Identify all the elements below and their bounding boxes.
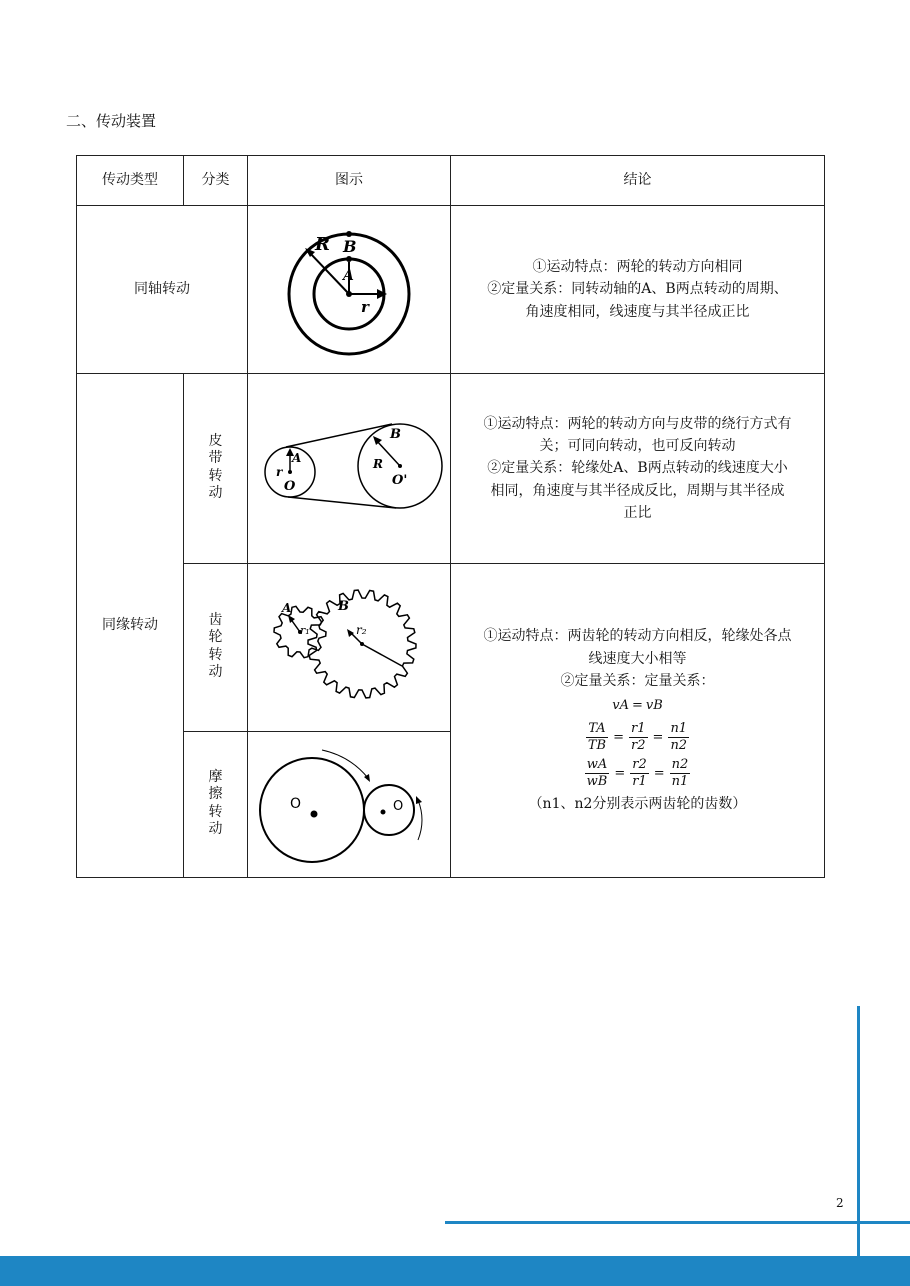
numerator: n1	[670, 721, 688, 737]
label-A: A	[281, 600, 291, 615]
table-row-coaxial	[77, 206, 825, 374]
page-number: 2	[836, 1196, 844, 1210]
equals-sign: =	[653, 765, 665, 781]
header-figure: 图示	[248, 156, 451, 206]
belt-label: 皮带转动	[208, 432, 223, 502]
gear-friction-conclusion	[451, 564, 825, 878]
conclusion-line: 关；可同向转动，也可反向转动	[539, 437, 736, 454]
coaxial-conclusion	[451, 206, 825, 374]
belt-diagram	[252, 414, 447, 524]
gear-label: 齿轮转动	[208, 611, 223, 681]
equals-sign: =	[614, 765, 626, 781]
denominator: n2	[670, 737, 688, 753]
coaxial-figure	[248, 206, 451, 374]
same-edge-type: 同缘转动	[77, 374, 184, 878]
coaxial-diagram	[279, 220, 419, 360]
arrow-head-icon	[416, 796, 422, 804]
label-B: B	[389, 426, 401, 442]
denominator: r1	[632, 773, 647, 789]
table-header-row	[77, 156, 825, 206]
fraction	[629, 721, 648, 753]
label-r: r	[361, 297, 369, 316]
label-O-right: O	[392, 798, 403, 814]
conclusion-line: ①运动特点：两轮的转动方向相同	[532, 258, 743, 275]
equals-sign: =	[652, 729, 664, 745]
transmission-table	[76, 155, 825, 878]
equals-sign: =	[631, 698, 643, 714]
friction-diagram	[252, 740, 447, 870]
conclusion-line: ①运动特点：两齿轮的转动方向相反，轮缘处各点	[483, 628, 792, 645]
conclusion-line: ②定量关系：定量关系：	[560, 672, 715, 689]
fraction	[586, 721, 608, 753]
numerator: r1	[631, 721, 646, 737]
label-R: R	[315, 233, 330, 255]
decorative-line-horizontal	[445, 1221, 910, 1224]
decorative-line-vertical	[857, 1006, 860, 1256]
conclusion-line: 正比	[623, 505, 652, 522]
header-category: 分类	[184, 156, 248, 206]
label-B: B	[343, 236, 357, 256]
footer-band	[0, 1256, 910, 1286]
gear-diagram	[252, 588, 447, 708]
formula-period	[461, 721, 814, 753]
gear-note: （n1、n2分别表示两齿轮的齿数）	[528, 796, 747, 813]
header-conclusion: 结论	[451, 156, 825, 206]
conclusion-line: ②定量关系：同转动轴的A、B两点转动的周期、	[487, 281, 788, 298]
arrow-head-icon	[364, 774, 370, 782]
numerator: wA	[586, 757, 608, 773]
belt-category	[184, 374, 248, 564]
numerator: r2	[632, 757, 647, 773]
belt-figure	[248, 374, 451, 564]
formula-velocity	[461, 696, 814, 717]
label-r2: r₂	[355, 622, 367, 637]
label-r: r	[275, 464, 282, 479]
denominator: n1	[671, 773, 689, 789]
fraction	[668, 721, 689, 753]
label-A: A	[291, 450, 301, 465]
label-B: B	[337, 598, 349, 614]
formula-angular	[461, 757, 814, 789]
friction-label: 摩擦转动	[208, 768, 223, 838]
fraction	[630, 757, 649, 789]
conclusion-line: 相同，角速度与其半径成反比，周期与其半径成	[490, 482, 785, 499]
numerator: TA	[588, 721, 606, 737]
gear-figure	[248, 564, 451, 732]
formula-term: vB	[645, 698, 663, 714]
gear-category	[184, 564, 248, 732]
label-R: R	[372, 456, 383, 471]
table-row-gear	[77, 564, 825, 732]
conclusion-line: ①运动特点：两轮的转动方向与皮带的绕行方式有	[483, 415, 792, 432]
friction-figure	[248, 732, 451, 878]
table-row-belt	[77, 374, 825, 564]
label-r1: r₁	[299, 623, 310, 637]
header-type: 传动类型	[77, 156, 184, 206]
conclusion-line: 线速度大小相等	[588, 650, 687, 667]
denominator: r2	[631, 737, 646, 753]
label-O-left: O	[289, 795, 301, 812]
label-O: O	[283, 478, 295, 494]
fraction	[670, 757, 691, 789]
conclusion-line: ②定量关系：轮缘处A、B两点转动的线速度大小	[487, 460, 788, 477]
denominator: wB	[586, 773, 608, 789]
numerator: n2	[671, 757, 689, 773]
friction-category	[184, 732, 248, 878]
label-O-prime: O'	[391, 472, 407, 488]
denominator: TB	[587, 737, 607, 753]
section-heading: 二、传动装置	[66, 112, 157, 130]
label-A: A	[343, 267, 354, 284]
belt-conclusion	[451, 374, 825, 564]
fraction	[585, 757, 610, 789]
coaxial-type: 同轴转动	[77, 206, 248, 374]
formula-term: vA	[612, 698, 629, 714]
conclusion-line: 角速度相同，线速度与其半径成正比	[525, 303, 750, 320]
equals-sign: =	[613, 729, 625, 745]
